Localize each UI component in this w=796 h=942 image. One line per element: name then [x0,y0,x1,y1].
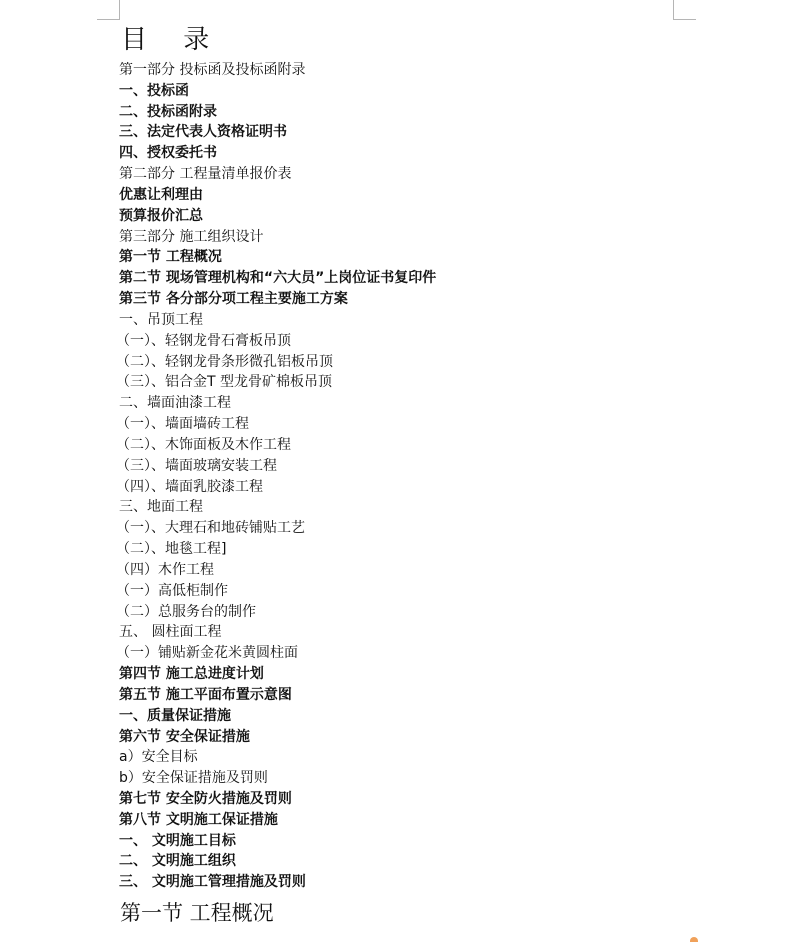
toc-entry: 二、墙面油漆工程 [119,395,231,412]
table-of-contents [116,60,437,893]
toc-entry: （一）、大理石和地砖铺贴工艺 [116,520,305,537]
crop-mark-top-left-horizontal [97,19,120,20]
toc-entry: 三、地面工程 [119,499,203,516]
toc-entry: 一、投标函 [119,82,189,99]
toc-entry: 第一部分 投标函及投标函附录 [119,62,306,78]
crop-mark-top-right-horizontal [673,19,696,20]
page-corner-marker [690,937,698,942]
toc-entry: （二）、木饰面板及木作工程 [116,436,291,453]
toc-entry: （一）铺贴新金花米黄圆柱面 [116,645,298,662]
toc-entry: 第六节 安全保证措施 [119,728,250,745]
toc-entry: 第七节 安全防火措施及罚则 [119,790,292,807]
toc-entry: 三、 文明施工管理措施及罚则 [119,874,306,891]
toc-entry: 一、 文明施工目标 [119,832,236,849]
toc-entry: （四）、墙面乳胶漆工程 [116,478,263,495]
toc-entry: （一）、轻钢龙骨石膏板吊顶 [116,332,291,349]
toc-entry: b）安全保证措施及罚则 [119,770,268,787]
toc-entry: 第三部分 施工组织设计 [119,228,264,245]
toc-entry: （三）、铝合金T 型龙骨矿棉板吊顶 [116,374,333,391]
toc-entry: 第八节 文明施工保证措施 [119,811,278,828]
toc-entry: 四、授权委托书 [119,145,217,162]
toc-entry: 优惠让利理由 [119,186,203,203]
crop-mark-top-right-vertical [673,0,674,19]
toc-entry: a）安全目标 [119,749,198,766]
toc-entry: （二）、轻钢龙骨条形微孔铝板吊顶 [116,353,333,370]
toc-entry: 第四节 施工总进度计划 [119,666,264,683]
toc-entry: 第三节 各分部分项工程主要施工方案 [119,291,348,308]
toc-entry: 第二节 现场管理机构和“六大员”上岗位证书复印件 [119,270,437,287]
toc-entry: 预算报价汇总 [119,207,203,224]
section-heading: 第一节 工程概况 [120,901,274,925]
toc-entry: 三、法定代表人资格证明书 [119,124,287,141]
toc-entry: 第一节 工程概况 [119,249,222,266]
toc-entry: 二、投标函附录 [119,103,217,120]
crop-mark-top-left-vertical [119,0,120,19]
toc-entry: （二）、地毯工程] [116,541,227,558]
toc-title: 目 录 [121,25,224,55]
toc-entry: 一、质量保证措施 [119,707,231,724]
toc-entry: 第五节 施工平面布置示意图 [119,686,292,703]
toc-entry: 一、吊顶工程 [119,311,203,328]
toc-entry: （二）总服务台的制作 [116,603,256,620]
toc-entry: 二、 文明施工组织 [119,853,236,870]
toc-entry: 五、 圆柱面工程 [119,624,222,641]
toc-entry: 第二部分 工程量清单报价表 [119,166,292,183]
toc-entry: （三）、墙面玻璃安装工程 [116,457,277,474]
toc-entry: （一）高低柜制作 [116,582,228,599]
toc-entry: （一）、墙面墙砖工程 [116,416,249,433]
toc-entry: （四）木作工程 [116,561,214,578]
